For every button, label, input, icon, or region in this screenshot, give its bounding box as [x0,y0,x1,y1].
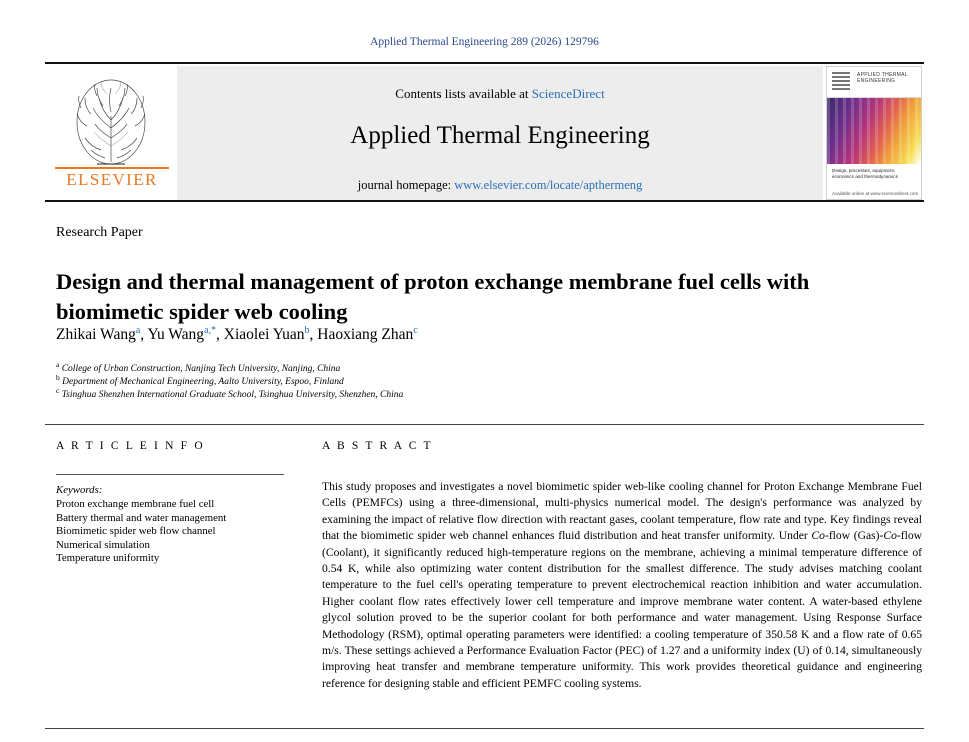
page-title: Design and thermal management of proton exchange membrane fuel cells with biomimetic spider web cooling [56,269,810,325]
affiliation-text-a: College of Urban Construction, Nanjing Tech University, Nanjing, China [61,364,341,375]
affiliation-c [56,384,856,402]
journal-masthead [45,62,924,202]
elsevier-rule [55,167,169,169]
author-name-3[interactable]: Xiaolei Yuan [223,326,305,344]
list-item: Biomimetic spider web flow channel [56,525,216,538]
cover-image [827,98,921,164]
cover-title-label: APPLIED THERMAL ENGINEERING [857,72,908,84]
abstract-body [322,479,922,692]
keywords-list [56,498,286,566]
author-list: Zhikai Wang$^a$, Yu Wang$^{a,*}$, Xiaolei Yuan$^b$, Haoxiang Zhan$^c$ [56,325,418,344]
author-name-2[interactable]: Yu Wang [147,326,205,344]
elsevier-tree-icon [61,76,161,168]
divider-bottom [45,728,924,729]
list-item: Proton exchange membrane fuel cell [56,498,215,510]
running-head: Applied Thermal Engineering 289 (2026) 129796 [370,36,599,48]
journal-cover-thumbnail[interactable] [823,66,924,200]
journal-title: Applied Thermal Engineering [350,122,650,149]
journal-homepage-link[interactable]: www.elsevier.com/locate/apthermeng [454,178,643,192]
masthead-center [177,66,823,200]
abstract-italic-1: Co [811,529,825,543]
divider-top [45,424,924,425]
abstract-part-1: This study proposes and investigates a novel biomimetic spider web-like cooling channel for Proton Exchange Membrane Fuel Cells (PEMFCs) using a three-dimensional, multi-physics numerical model. The design's performance was analyzed by examining the impact of relative flow direction with reactant gases, coolant temperature, flow rate and type. Key findings reveal that the biomimetic spider web channel enhances fluid distribution and heat transfer uniformity. Under [322,480,922,543]
abstract-part-2: -flow (Gas)- [824,529,884,543]
affiliation-mark-b: b [56,373,60,382]
elsevier-logo [45,66,177,200]
paper-type: Research Paper [56,225,143,240]
cover-footer: Available online at www.sciencedirect.com [832,191,919,196]
author-mark-1: a [135,325,141,336]
contents-line [177,66,823,102]
list-item: Battery thermal and water management [56,511,227,524]
affiliation-text-c: Tsinghua Shenzhen International Graduate School, Tsinghua University, Shenzhen, China [61,390,404,401]
homepage-prefix: journal homepage: [357,178,455,192]
cover-barcode-icon [832,72,850,92]
author-name-4[interactable]: Haoxiang Zhan [317,326,414,344]
author-mark-3: b [304,325,310,336]
abstract-column [322,440,922,692]
list-item: Temperature uniformity [56,552,160,565]
abstract-heading: A B S T R A C T [322,440,433,452]
keywords-label: Keywords: [56,484,103,496]
sciencedirect-link[interactable]: ScienceDirect [531,86,605,101]
author-mark-2: a,* [204,325,217,336]
author-name-1[interactable]: Zhikai Wang [56,326,136,344]
affiliation-mark-c: c [56,386,60,395]
article-info-heading: A R T I C L E I N F O [56,440,205,452]
affiliation-text-b: Department of Mechanical Engineering, Aalto University, Espoo, Finland [62,377,344,388]
homepage-line [177,150,823,193]
abstract-part-3: -flow (Coolant), it significantly reduced high-temperature regions on the membrane, achieving a minimal temperature difference of 0.54 K, while also optimizing water content distribution for the smallest difference. The study advises matching coolant temperature to the fuel cell's operating temperature to prevent electrochemical reaction inhibition and water accumulation. Higher coolant flow rates effectively lower cell temperature and improve membrane water content. A water-based ethylene glycol solution proved to be the superior coolant for both performance and water management. Using Response Surface Methodology (RSM), optimal operating parameters were identified: a cooling temperature of 350.58 K and a flow rate of 0.65 m/s. These settings achieved a Performance Evaluation Factor (PEC) of 1.27 and a uniformity index (U) of 0.14, simultaneously improving heat transfer and membrane temperature uniformity. This work provides theoretical guidance and engineering reference for designing stable and efficient PEMFC cooling systems. [322,529,923,690]
author-mark-4: c [413,325,418,336]
keywords-divider [56,474,284,475]
cover-caption: Design, processes, equipment, economics and thermodynamics [832,168,898,179]
contents-prefix: Contents lists available at [395,86,532,101]
abstract-italic-2: Co [883,529,897,543]
affiliation-mark-a: a [56,360,60,369]
list-item: Numerical simulation [56,538,150,551]
article-info-column [56,440,286,566]
elsevier-wordmark: ELSEVIER [66,170,158,189]
